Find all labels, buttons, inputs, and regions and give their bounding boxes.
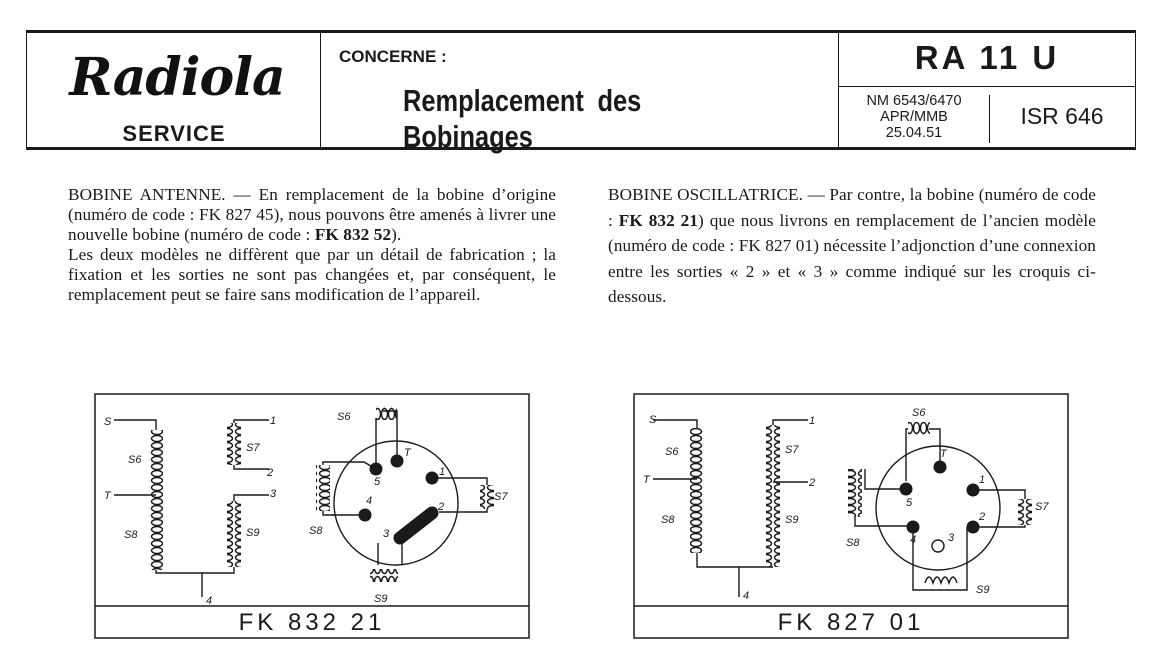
label-s: S [649,414,657,426]
oscillator-paragraph-1 [608,182,1096,310]
text-span: BOBINE ANTENNE. — En remplacement de la bobine d’origine (numéro de code : FK 827 45), nous pouvons être amenés à livrer une nouvelle bobine (numéro de code : [68,185,556,244]
brand-cell [27,33,321,147]
label-s7: S7 [785,444,799,456]
label-s6: S6 [128,454,142,466]
figure-caption: FK 832 21 [238,609,386,636]
label-socket-s6: S6 [337,411,351,423]
oscillator-coil-paragraph [608,182,1096,310]
label-t: T [104,490,111,502]
antenna-paragraph-2: Les deux modèles ne diffèrent que par un détail de fabrication ; la fixation et les sorties ne sont pas changées et, par conséquent, le remplacement peut se faire sans modification de l’appareil. [68,245,556,304]
coil-schematic-new [94,393,530,639]
label-s8: S8 [661,514,675,526]
antenna-paragraph-1 [68,185,556,245]
label-4: 4 [206,595,213,607]
nm-line: NM 6543/6470 [866,93,962,109]
label-socket-4: 4 [910,534,917,546]
label-t: T [643,474,650,486]
radiola-logo: Radiola [69,47,285,108]
label-s: S [104,416,112,428]
nm-reference [839,93,989,141]
bridge-2-3 [400,513,432,538]
label-socket-2: 2 [438,501,445,513]
text-span: ) que nous livrons en remplacement de l’ancien modèle (numéro de code : FK 827 01) nécessite l’adjonction d’une connexion entre les sorties « 2 » et « 3 » comme indiqué sur les croquis ci-dessous. [608,210,1096,306]
label-socket-t: T [404,447,411,459]
text-span: BOBINE OSCILLATRICE. — Par contre, la bobine (numéro de code : [608,185,1096,230]
document-title: Remplacement des Bobinages [403,83,642,154]
label-s6: S6 [665,446,679,458]
label-socket-1: 1 [979,474,986,486]
reference-divider [839,86,1135,87]
concerne-label: CONCERNE : [339,47,447,66]
label-socket-s8: S8 [846,537,860,549]
label-socket-t: T [940,448,947,460]
coil-schematic-old [633,393,1069,639]
reference-cell [839,33,1135,147]
label-socket-5: 5 [374,476,381,488]
label-socket-4: 4 [366,495,373,507]
diagram-fk-827-01 [633,393,1069,639]
label-s9: S9 [785,514,799,526]
diagram-labels [104,411,508,607]
label-socket-s9: S9 [374,593,388,605]
nm-date: 25.04.51 [885,125,943,141]
label-socket-s8: S8 [309,525,323,537]
label-socket-3: 3 [948,532,955,544]
label-socket-s7: S7 [1035,501,1049,513]
model-number: RA 11 U [914,39,1060,76]
label-3: 3 [270,488,277,500]
empty-pin-3 [932,540,944,552]
label-2: 2 [267,467,274,479]
isr-number: ISR 646 [1020,103,1104,129]
concerne-cell [321,33,839,154]
text-span: ). [391,225,402,244]
label-socket-s6: S6 [912,407,926,419]
service-label: SERVICE [122,121,226,146]
diagram-fk-832-21 [94,393,530,639]
antenna-coil-paragraph [68,185,556,305]
label-socket-1: 1 [439,466,446,478]
code-fk-832-52: FK 832 52 [314,225,392,244]
nm-line: APR/MMB [880,109,948,125]
label-socket-5: 5 [906,497,913,509]
document-header [26,30,1136,154]
code-fk-832-21: FK 832 21 [618,210,699,230]
label-s7: S7 [246,442,260,454]
label-socket-2: 2 [979,511,986,523]
label-1: 1 [270,415,277,427]
left-schematic [114,406,494,597]
label-socket-3: 3 [383,528,390,540]
label-4: 4 [743,590,750,602]
label-2: 2 [809,477,816,489]
label-socket-s9: S9 [976,584,990,596]
figure-caption: FK 827 01 [777,609,925,636]
label-s8: S8 [124,529,138,541]
label-1: 1 [809,415,816,427]
right-schematic [653,420,1032,597]
label-s9: S9 [246,527,260,539]
label-socket-s7: S7 [494,491,508,503]
